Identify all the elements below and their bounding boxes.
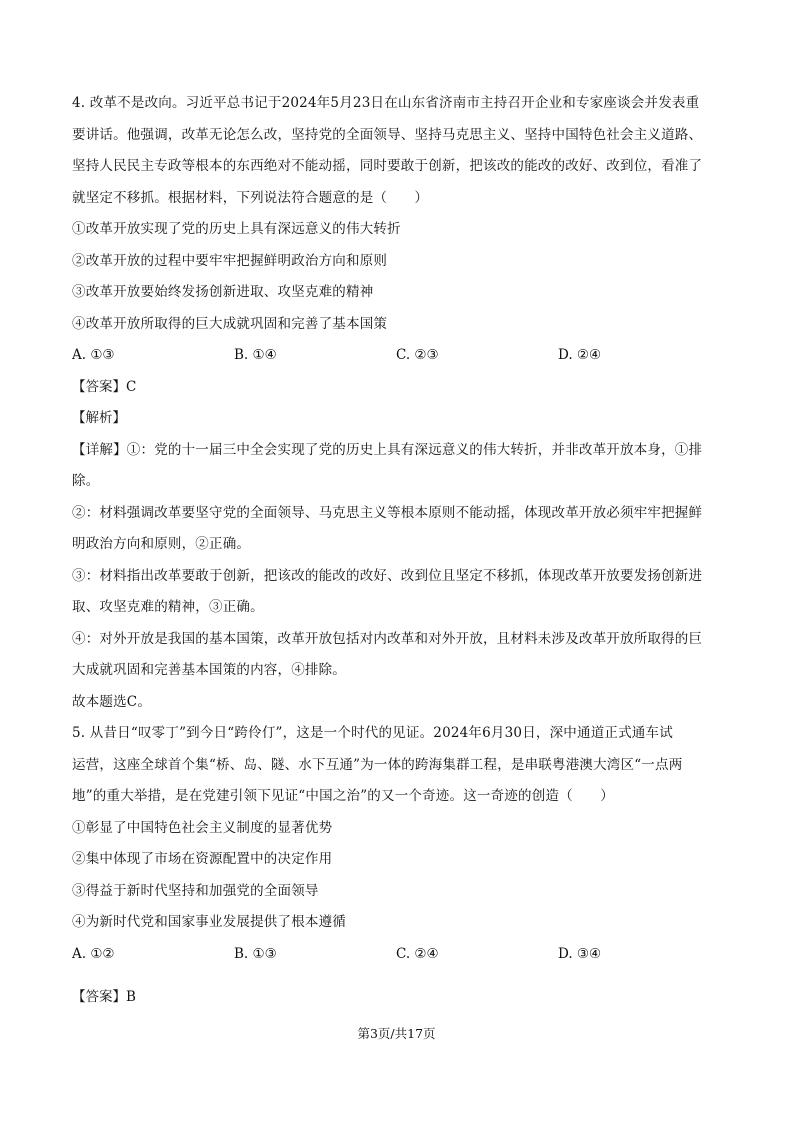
analysis-line: 大成就巩固和完善基本国策的内容，④排除。 (72, 662, 346, 678)
analysis-line: 明政治方向和原则，②正确。 (72, 536, 251, 552)
question-5-item: ①彰显了中国特色社会主义制度的显著优势 (72, 819, 333, 836)
question-5-item: ③得益于新时代坚持和加强党的全面领导 (72, 882, 319, 899)
question-5-stem-line: 地”的重大举措，是在党建引领下见证“中国之治”的又一个奇迹。这一奇迹的创造（ ） (72, 788, 614, 804)
answer-label: 【答案】B (72, 989, 136, 1005)
question-4-item: ①改革开放实现了党的历史上具有深远意义的伟大转折 (72, 221, 401, 237)
option-d: D. ③④ (558, 945, 602, 962)
question-4-stem-line: 4. 改革不是改向。习近平总书记于2024年5月23日在山东省济南市主持召开企业和专家座谈会并发表重 (72, 95, 700, 111)
question-4-options (72, 340, 720, 372)
analysis-line: 取、攻坚克难的精神，③正确。 (72, 599, 264, 615)
question-4-item: ④改革开放所取得的巨大成就巩固和完善了基本国策 (72, 315, 388, 332)
analysis-line: ④：对外开放是我国的基本国策，改革开放包括对内改革和对外开放，且材料未涉及改革开放所取得的巨 (72, 630, 703, 647)
option-a: A. ①② (72, 945, 115, 962)
question-5-options (72, 939, 720, 971)
option-c: C. ②③ (396, 347, 439, 363)
option-b: B. ①④ (234, 347, 277, 363)
analysis-label: 【解析】 (72, 410, 126, 426)
question-5 (72, 718, 720, 1014)
document-page (72, 88, 720, 1014)
analysis-line: ③：材料指出改革要敢于创新，把该改的能改的改好、改到位且坚定不移抓，体现改革开放要发扬创新进 (72, 567, 703, 584)
option-a: A. ①③ (72, 347, 115, 363)
question-4-stem-line: 坚持人民民主专政等根本的东西绝对不能动摇，同时要敢于创新，把该改的能改的改好、改到位，看准了 (72, 158, 703, 174)
option-c: C. ②④ (396, 945, 439, 962)
question-5-stem-line: 5. 从昔日“叹零丁”到今日“跨伶仃”，这是一个时代的见证。2024年6月30日，深中通道正式通车试 (72, 725, 673, 741)
option-d: D. ②④ (558, 347, 602, 363)
question-4-item: ②改革开放的过程中要牢牢把握鲜明政治方向和原则 (72, 252, 388, 269)
question-4-item: ③改革开放要始终发扬创新进取、攻坚克难的精神 (72, 284, 374, 300)
analysis-line: 【详解】①：党的十一届三中全会实现了党的历史上具有深远意义的伟大转折，并非改革开放本身，①排 (72, 441, 703, 458)
question-5-item: ②集中体现了市场在资源配置中的决定作用 (72, 851, 333, 867)
analysis-line: 故本题选C。 (72, 693, 152, 710)
answer-label: 【答案】C (72, 378, 137, 395)
question-4-stem-line: 要讲话。他强调，改革无论怎么改，坚持党的全面领导、坚持马克思主义、坚持中国特色社会主义道路、 (72, 126, 703, 143)
question-5-stem-line: 运营，这座全球首个集“桥、岛、隧、水下互通”为一体的跨海集群工程，是串联粤港澳大湾区“一点两 (72, 756, 683, 773)
question-4-stem-line: 就坚定不移抓。根据材料，下列说法符合题意的是（ ） (72, 189, 429, 206)
analysis-line: ②：材料强调改革要坚守党的全面领导、马克思主义等根本原则不能动摇，体现改革开放必须牢牢把握鲜 (72, 504, 703, 521)
option-b: B. ①③ (234, 945, 277, 962)
analysis-line: 除。 (72, 473, 100, 489)
question-4 (72, 88, 720, 718)
page-footer: 第3页/共17页 (357, 1026, 436, 1041)
question-5-item: ④为新时代党和国家事业发展提供了根本遵循 (72, 914, 346, 930)
